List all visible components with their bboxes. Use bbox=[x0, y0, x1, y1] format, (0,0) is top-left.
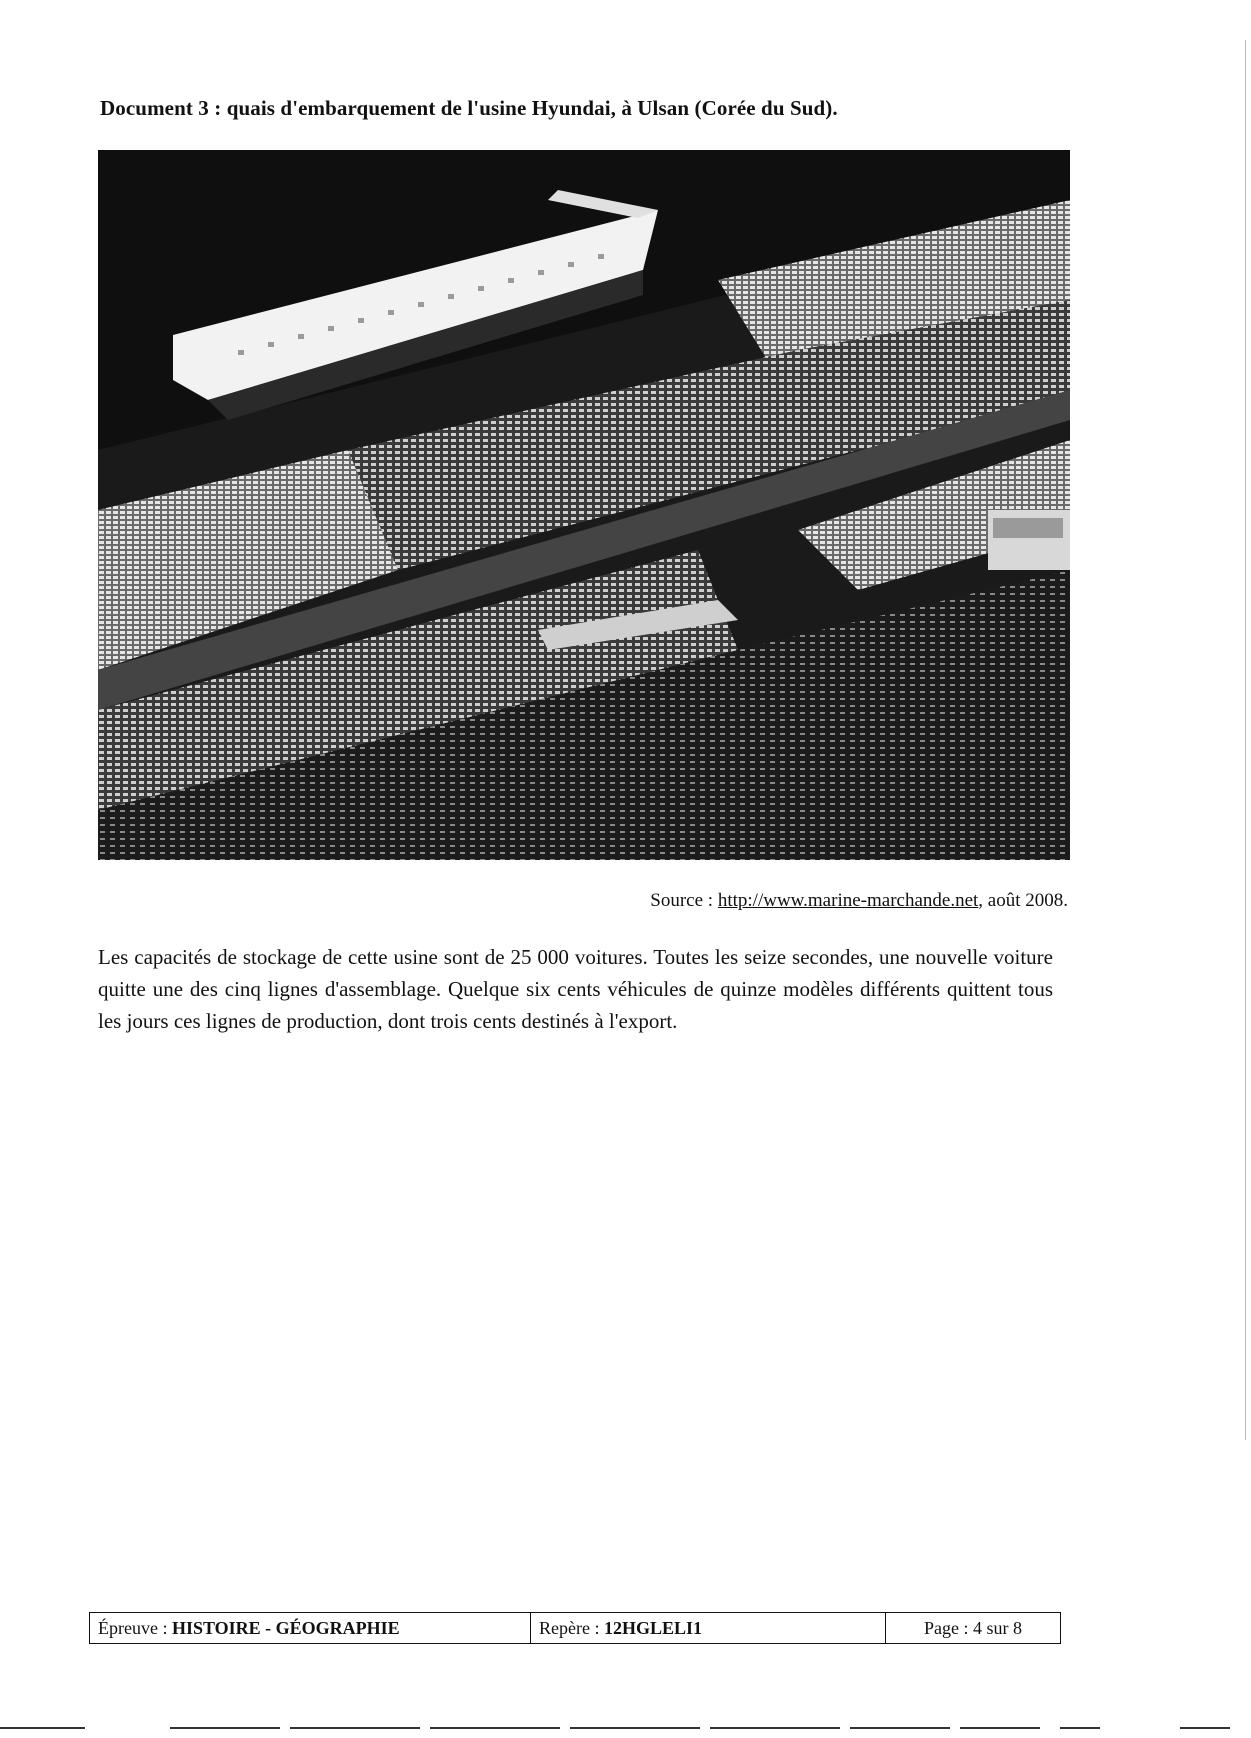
margin-line bbox=[1245, 40, 1246, 1440]
epreuve-value: HISTOIRE - GÉOGRAPHIE bbox=[171, 1617, 400, 1638]
repere-value: 12HGLELI1 bbox=[603, 1617, 702, 1638]
repere-label: Repère : bbox=[539, 1617, 600, 1638]
footer-page: Page : 4 sur 8 bbox=[885, 1613, 1060, 1643]
bottom-rule bbox=[0, 1726, 1251, 1730]
footer-table bbox=[89, 1612, 1061, 1644]
port-photo bbox=[98, 150, 1070, 860]
document-paragraph: Les capacités de stockage de cette usine sont de 25 000 voitures. Toutes les seize secondes, une nouvelle voiture quitte une des cinq lignes d'assemblage. Quelque six cents véhicules de quinze modèles différents quittent tous les jours ces lignes de production, dont trois cents destinés à l'export. bbox=[98, 945, 1053, 1033]
footer-epreuve bbox=[90, 1613, 530, 1643]
source-citation bbox=[650, 890, 1068, 912]
epreuve-label: Épreuve : bbox=[98, 1617, 168, 1638]
source-link[interactable]: http://www.marine-marchande.net bbox=[717, 890, 979, 911]
document-heading: Document 3 : quais d'embarquement de l'usine Hyundai, à Ulsan (Corée du Sud). bbox=[100, 96, 838, 120]
source-suffix: , août 2008. bbox=[978, 890, 1068, 911]
footer-repere bbox=[530, 1613, 885, 1643]
source-prefix: Source : bbox=[650, 890, 718, 911]
